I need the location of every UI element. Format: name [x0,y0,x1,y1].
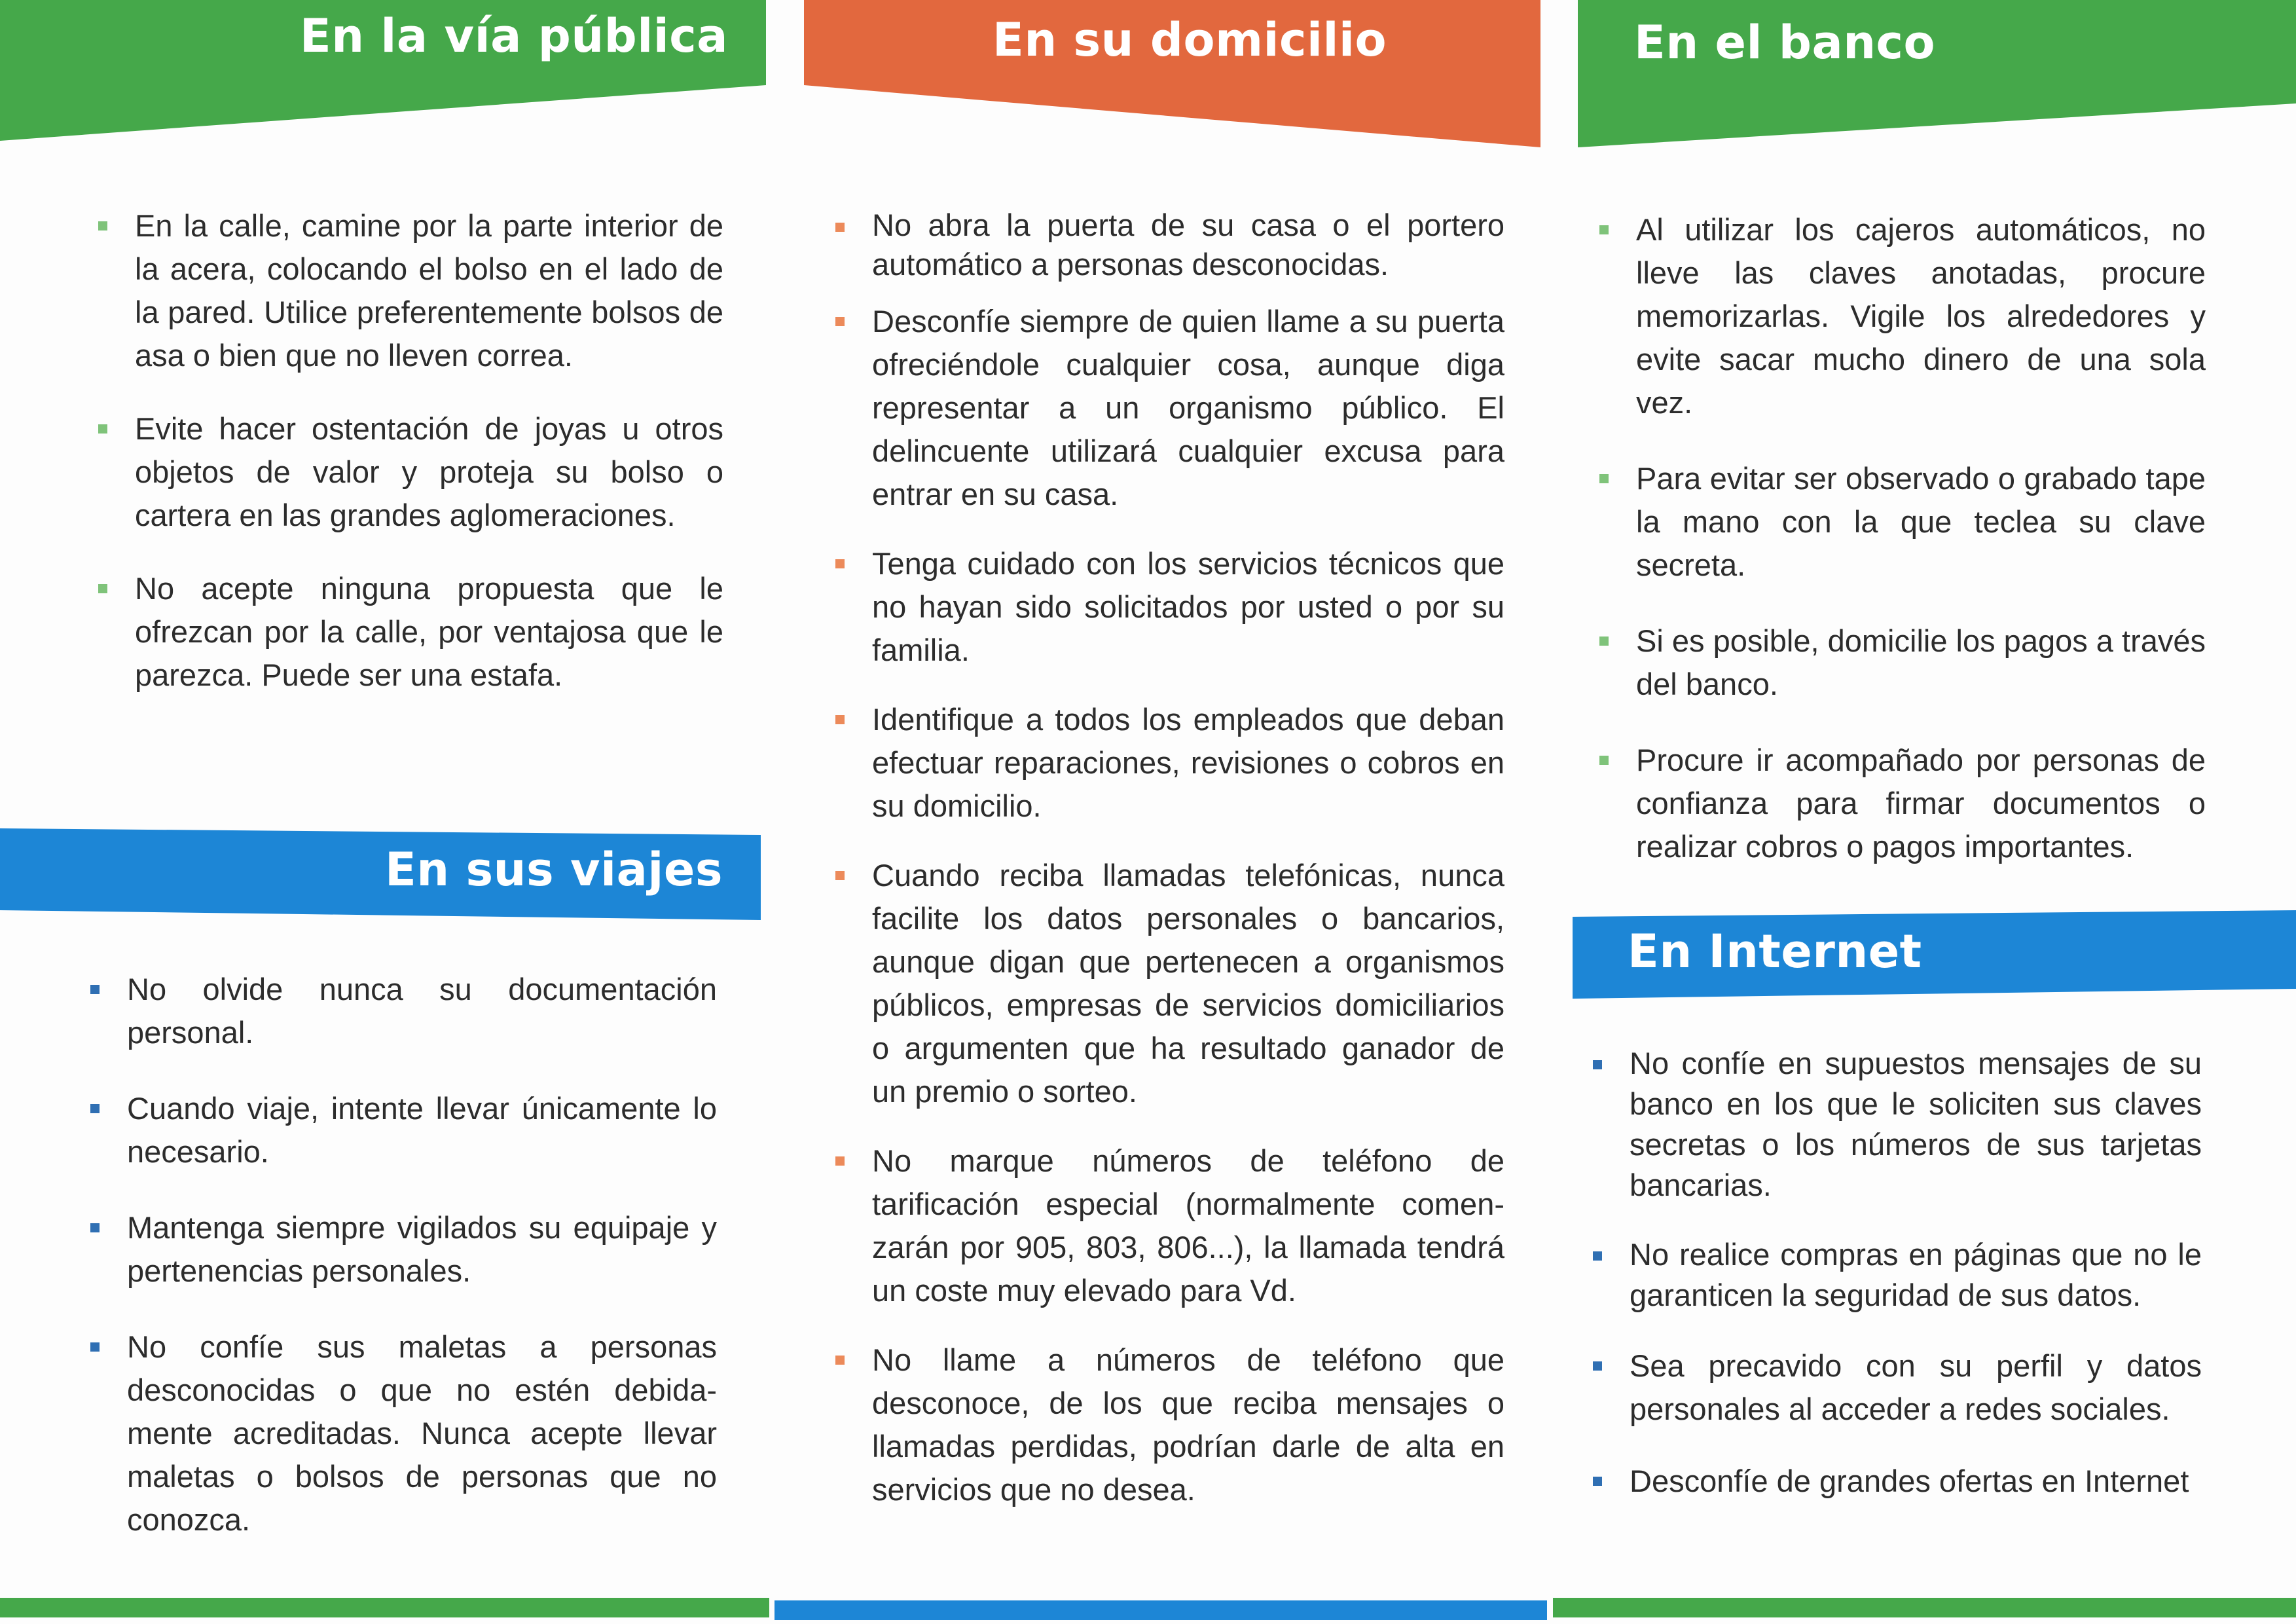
list-item: No acepte ninguna propuesta que le ofrezcan por la calle, por ventajosa que le parezca. Puede ser una estafa. [98,567,723,697]
list-item: No olvide nunca su documentación personal. [90,968,717,1054]
list-item: No llame a números de teléfono que desconoce, de los que reciba mensajes o llamadas perdidas, podrían darle de alta en servicios que no desea. [835,1338,1504,1511]
list-item: Identifique a todos los empleados que deban efectuar reparaciones, revisiones o cobros en su domicilio. [835,698,1504,828]
bullet-icon [835,1356,845,1365]
list-item: Sea precavido con su perfil y datos personales al acceder a redes sociales. [1593,1344,2202,1431]
list-item: Tenga cuidado con los servicios técnicos que no hayan sido solicitados por usted o por su familia. [835,542,1504,672]
bullet-icon [835,871,845,880]
bottom-bar-right [1553,1598,2296,1617]
bottom-bar-left [0,1598,769,1617]
list-item: No realice compras en páginas que no le garanticen la seguridad de sus datos. [1593,1234,2202,1316]
list-item: No marque números de teléfono de tarificación especial (normalmente comen-zarán por 905, 803, 806...), la llamada tendrá un coste muy elevado para Vd. [835,1139,1504,1312]
banner-viajes [0,828,761,920]
banner-internet [1573,910,2296,999]
list-item: Desconfíe de grandes ofertas en Internet [1593,1460,2202,1503]
banner-domicilio [804,0,1540,151]
list-item: Evite hacer ostentación de joyas u otros objetos de valor y proteja su bolso o cartera en las grandes aglomeraciones. [98,407,723,537]
list-item: Cuando viaje, intente llevar únicamente lo necesario. [90,1087,717,1173]
bullet-icon [835,223,845,232]
bottom-bar-center [774,1600,1547,1620]
list-item: Desconfíe siempre de quien llame a su puerta ofreciéndole cualquier cosa, aunque diga representar a un organismo público. El delincuente utilizará cualquier excusa para entrar en su casa. [835,300,1504,516]
bullet-icon [90,1104,100,1113]
bullet-icon [835,715,845,724]
section-title-banco: En el banco [1634,16,1936,69]
list-item: En la calle, camine por la parte interior de la acera, colocando el bolso en el lado de la pared. Utilice preferentemente bolsos de asa o bien que no lleven correa. [98,204,723,377]
list-item: Procure ir acompañado por personas de confianza para firmar documentos o realizar cobros o pagos importantes. [1599,739,2206,868]
bullet-icon [1599,474,1609,483]
list-item: No confíe sus maletas a personas desconocidas o que no estén debida-mente acreditadas. Nunca acepte llevar maletas o bolsos de personas que no conozca. [90,1325,717,1541]
list-via-publica [98,204,723,697]
bullet-icon [98,424,107,434]
list-item: No confíe en supuestos mensajes de su banco en los que le soliciten sus claves secretas o los números de sus tarjetas bancarias. [1593,1043,2202,1206]
bullet-icon [1599,756,1609,765]
list-viajes [90,968,717,1541]
banner-banco [1578,0,2296,151]
bullet-icon [1593,1060,1602,1069]
list-item: No abra la puerta de su casa o el portero automático a personas desconocidas. [835,206,1504,284]
bullet-icon [835,1156,845,1166]
list-domicilio [835,206,1504,1511]
list-item: Para evitar ser observado o grabado tape la mano con la que teclea su clave secreta. [1599,457,2206,587]
bullet-icon [98,221,107,231]
list-item: Al utilizar los cajeros automáticos, no lleve las claves anotadas, procure memorizarlas. Vigile los alrededores y evite sacar mucho dinero de una sola vez. [1599,208,2206,424]
list-item: Cuando reciba llamadas telefónicas, nunca facilite los datos personales o bancarios, aunque digan que pertenecen a organismos públicos, empresas de servicios domiciliarios o argumenten que ha resultado ganador de un premio o sorteo. [835,854,1504,1113]
section-title-via-publica: En la vía pública [299,9,728,63]
bullet-icon [1593,1361,1602,1371]
bullet-icon [90,1342,100,1352]
bullet-icon [98,584,107,593]
list-item: Mantenga siempre vigilados su equipaje y pertenencias personales. [90,1206,717,1293]
bullet-icon [90,1223,100,1232]
list-item: Si es posible, domicilie los pagos a través del banco. [1599,619,2206,706]
section-title-viajes: En sus viajes [384,843,723,896]
bullet-icon [835,559,845,568]
list-internet [1593,1043,2202,1503]
bullet-icon [835,317,845,326]
bullet-icon [1593,1251,1602,1261]
bullet-icon [1599,637,1609,646]
bullet-icon [1593,1477,1602,1486]
section-title-domicilio: En su domicilio [993,13,1387,67]
bullet-icon [90,985,100,994]
section-title-internet: En Internet [1628,925,1922,978]
banner-via-publica [0,0,766,141]
bullet-icon [1599,225,1609,234]
list-banco [1599,208,2206,868]
